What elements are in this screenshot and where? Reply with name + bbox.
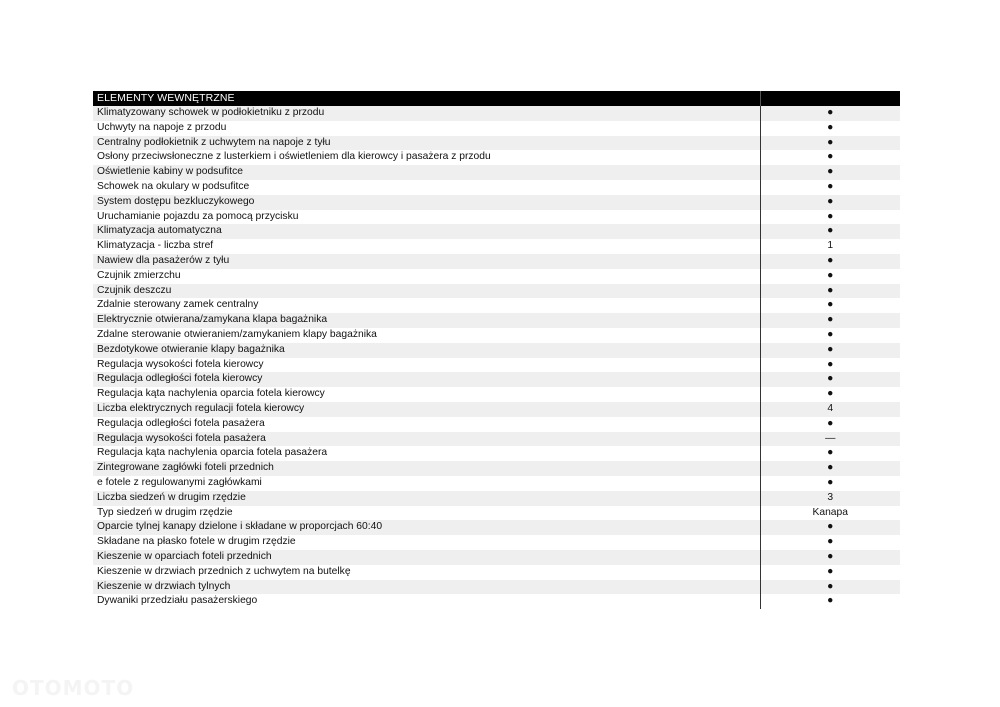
feature-value: ● [760,195,900,210]
spec-rows [93,106,900,609]
table-row [93,491,900,506]
feature-name: System dostępu bezkluczykowego [93,195,760,210]
feature-value: ● [760,461,900,476]
table-row [93,520,900,535]
feature-value: ● [760,417,900,432]
feature-name: Elektrycznie otwierana/zamykana klapa bagażnika [93,313,760,328]
table-row [93,372,900,387]
feature-name: Liczba siedzeń w drugim rzędzie [93,491,760,506]
table-row [93,298,900,313]
feature-value: ● [760,565,900,580]
feature-name: Kieszenie w oparciach foteli przednich [93,550,760,565]
table-row [93,210,900,225]
table-row [93,150,900,165]
feature-name: Dywaniki przedziału pasażerskiego [93,594,760,609]
feature-value: ● [760,328,900,343]
section-header-value-cell [760,91,900,106]
feature-value: ● [760,210,900,225]
table-row [93,432,900,447]
table-row [93,136,900,151]
table-row [93,358,900,373]
feature-name: Czujnik deszczu [93,284,760,299]
feature-value: ● [760,224,900,239]
feature-name: Składane na płasko fotele w drugim rzędzie [93,535,760,550]
feature-name: Oświetlenie kabiny w podsufitce [93,165,760,180]
feature-value: ● [760,284,900,299]
feature-name: Klimatyzacja automatyczna [93,224,760,239]
table-row [93,461,900,476]
feature-value: Kanapa [760,506,900,521]
feature-value: ● [760,343,900,358]
feature-name: Regulacja wysokości fotela pasażera [93,432,760,447]
table-row [93,550,900,565]
feature-value: ● [760,121,900,136]
table-row [93,284,900,299]
feature-name: Regulacja kąta nachylenia oparcia fotela kierowcy [93,387,760,402]
feature-value: ● [760,313,900,328]
table-row [93,402,900,417]
feature-name: Klimatyzowany schowek w podłokietniku z przodu [93,106,760,121]
feature-name: Klimatyzacja - liczba stref [93,239,760,254]
feature-value: ● [760,136,900,151]
table-row [93,165,900,180]
feature-value: ● [760,446,900,461]
feature-value: ● [760,298,900,313]
table-row [93,506,900,521]
feature-value: ● [760,372,900,387]
feature-name: Regulacja odległości fotela pasażera [93,417,760,432]
feature-name: Nawiew dla pasażerów z tyłu [93,254,760,269]
feature-value: ● [760,269,900,284]
feature-name: Uchwyty na napoje z przodu [93,121,760,136]
table-row [93,387,900,402]
feature-name: Liczba elektrycznych regulacji fotela kierowcy [93,402,760,417]
feature-value: ● [760,550,900,565]
feature-name: Oparcie tylnej kanapy dzielone i składane w proporcjach 60:40 [93,520,760,535]
feature-name: Uruchamianie pojazdu za pomocą przycisku [93,210,760,225]
table-row [93,343,900,358]
feature-value: 4 [760,402,900,417]
table-row [93,313,900,328]
feature-name: Regulacja odległości fotela kierowcy [93,372,760,387]
feature-name: Zintegrowane zagłówki foteli przednich [93,461,760,476]
table-row [93,269,900,284]
feature-value: ● [760,150,900,165]
feature-value: ● [760,580,900,595]
table-row [93,195,900,210]
feature-name: Bezdotykowe otwieranie klapy bagażnika [93,343,760,358]
table-row [93,254,900,269]
watermark-logo: OTOMOTO [12,676,135,700]
table-row [93,580,900,595]
feature-value: — [760,432,900,447]
table-row [93,446,900,461]
table-row [93,417,900,432]
table-row [93,476,900,491]
feature-name: Czujnik zmierzchu [93,269,760,284]
feature-name: Kieszenie w drzwiach przednich z uchwytem na butelkę [93,565,760,580]
feature-name: Osłony przeciwsłoneczne z lusterkiem i oświetleniem dla kierowcy i pasażera z przodu [93,150,760,165]
feature-name: Typ siedzeń w drugim rzędzie [93,506,760,521]
feature-name: Zdalne sterowanie otwieraniem/zamykaniem klapy bagażnika [93,328,760,343]
feature-value: ● [760,535,900,550]
feature-name: e fotele z regulowanymi zagłówkami [93,476,760,491]
feature-value: ● [760,594,900,609]
feature-value: ● [760,520,900,535]
table-row [93,180,900,195]
spec-table [93,91,900,609]
table-row [93,106,900,121]
table-row [93,565,900,580]
table-row [93,239,900,254]
feature-value: 3 [760,491,900,506]
feature-value: ● [760,387,900,402]
table-row [93,594,900,609]
feature-name: Regulacja kąta nachylenia oparcia fotela pasażera [93,446,760,461]
feature-value: ● [760,165,900,180]
feature-value: ● [760,106,900,121]
table-row [93,328,900,343]
section-title: ELEMENTY WEWNĘTRZNE [93,91,760,106]
feature-value: ● [760,254,900,269]
feature-name: Schowek na okulary w podsufitce [93,180,760,195]
feature-name: Kieszenie w drzwiach tylnych [93,580,760,595]
table-row [93,121,900,136]
table-row [93,224,900,239]
feature-value: ● [760,476,900,491]
table-row [93,535,900,550]
feature-name: Regulacja wysokości fotela kierowcy [93,358,760,373]
section-header-row [93,91,900,106]
feature-name: Zdalnie sterowany zamek centralny [93,298,760,313]
feature-value: ● [760,180,900,195]
feature-value: 1 [760,239,900,254]
feature-name: Centralny podłokietnik z uchwytem na napoje z tyłu [93,136,760,151]
feature-value: ● [760,358,900,373]
